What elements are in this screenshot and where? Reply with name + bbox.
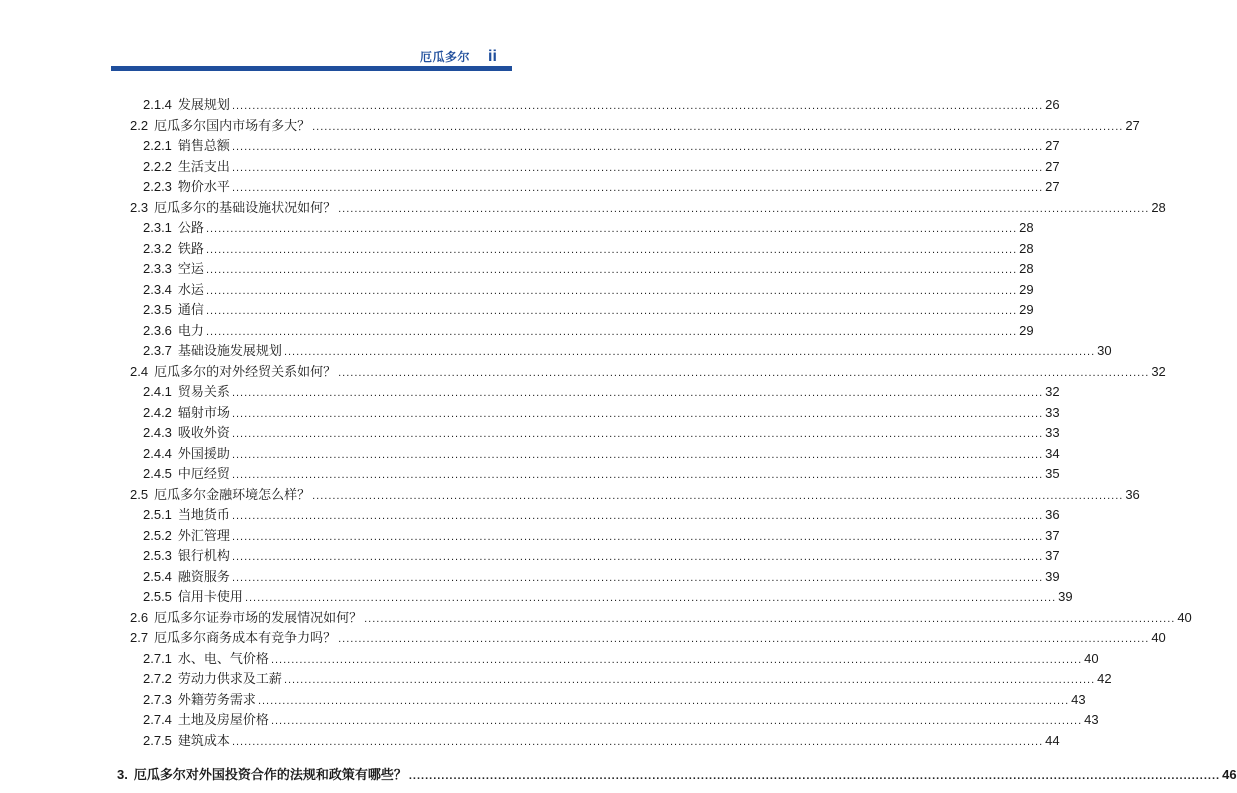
toc-entry-number: 2.5.3	[143, 548, 172, 563]
toc-entry[interactable]	[143, 462, 1060, 482]
toc-entry[interactable]	[143, 298, 1034, 318]
toc-entry-page: 27	[1125, 117, 1140, 133]
toc-entry[interactable]	[130, 626, 1166, 646]
toc-leader-dots: ........................................................................................................................................................................................................	[205, 223, 1018, 235]
toc-entry-number: 2.4.3	[143, 425, 172, 440]
toc-entry-title: 水、电、气价格	[177, 650, 269, 666]
toc-entry-number: 2.1.4	[143, 97, 172, 112]
toc-entry-page: 36	[1045, 507, 1060, 522]
toc-entry-title: 贸易关系	[177, 384, 230, 399]
toc-entry-number: 2.7.5	[143, 732, 172, 748]
toc-leader-dots: ........................................................................................................................................................................................................	[257, 694, 1070, 707]
toc-entry[interactable]	[117, 763, 1237, 783]
toc-entry-label	[143, 405, 232, 421]
toc-entry-page: 26	[1045, 97, 1060, 112]
toc-entry-number: 2.4.2	[143, 404, 172, 420]
toc-entry-page: 40	[1084, 650, 1099, 666]
toc-leader-dots: ........................................................................................................................................................................................................	[231, 571, 1044, 584]
toc-leader-dots: ........................................................................................................................................................................................................	[283, 346, 1096, 358]
toc-entry[interactable]	[130, 606, 1192, 626]
toc-entry-label	[143, 159, 232, 175]
toc-entry-title: 通信	[177, 302, 204, 317]
toc-entry-page: 35	[1045, 466, 1060, 481]
toc-entry-number: 2.3.7	[143, 343, 172, 358]
toc-entry[interactable]	[143, 155, 1060, 175]
toc-entry-title: 吸收外资	[177, 425, 230, 440]
toc-entry-title: 空运	[177, 261, 204, 276]
toc-entry-page: 32	[1151, 363, 1166, 379]
toc-entry-number: 2.4.4	[143, 445, 172, 461]
toc-entry-label	[143, 569, 232, 585]
toc-entry-number: 2.5.4	[143, 568, 172, 584]
toc-entry-page: 43	[1084, 712, 1099, 727]
toc-leader-dots: ........................................................................................................................................................................................................	[231, 551, 1044, 563]
toc-leader-dots: ........................................................................................................................................................................................................	[231, 141, 1044, 153]
toc-entry-page: 29	[1019, 322, 1034, 338]
toc-entry-title: 融资服务	[177, 568, 230, 584]
toc-leader-dots: ........................................................................................................................................................................................................	[205, 243, 1018, 256]
toc-leader-dots: ........................................................................................................................................................................................................	[283, 674, 1096, 686]
toc-entry-page: 39	[1058, 589, 1073, 604]
toc-leader-dots: ........................................................................................................................................................................................................	[231, 735, 1044, 748]
toc-entry-number: 2.4	[130, 363, 149, 379]
toc-entry-title: 中厄经贸	[177, 466, 230, 481]
toc-entry[interactable]	[143, 729, 1060, 749]
toc-entry-label	[143, 220, 206, 236]
toc-entry-label	[130, 630, 338, 646]
toc-entry-number: 2.5	[130, 486, 149, 502]
toc-entry-number: 2.3.6	[143, 322, 172, 338]
toc-entry[interactable]	[143, 278, 1034, 298]
toc-leader-dots: ........................................................................................................................................................................................................	[231, 510, 1044, 522]
toc-entry[interactable]	[143, 339, 1112, 359]
toc-leader-dots: ........................................................................................................................................................................................................	[312, 120, 1124, 133]
toc-entry-number: 2.5.5	[143, 589, 172, 604]
toc-entry-title: 当地货币	[177, 507, 230, 522]
toc-entry-label	[143, 548, 232, 564]
toc-entry-page: 27	[1045, 138, 1060, 153]
toc-entry[interactable]	[143, 93, 1060, 113]
toc-entry-number: 2.3.5	[143, 302, 172, 317]
toc-entry-title: 发展规划	[177, 97, 230, 112]
toc-entry-title: 外籍劳务需求	[177, 691, 256, 707]
toc-entry-page: 36	[1125, 486, 1140, 502]
toc-entry-number: 2.5.1	[143, 507, 172, 522]
toc-leader-dots: ........................................................................................................................................................................................................	[231, 407, 1044, 420]
toc-leader-dots: ........................................................................................................................................................................................................	[338, 202, 1150, 215]
toc-entry-label	[130, 487, 312, 503]
toc-entry[interactable]	[143, 647, 1099, 667]
toc-entry-title: 生活支出	[177, 158, 230, 174]
toc-entry[interactable]	[143, 667, 1112, 687]
toc-entry-number: 2.3.3	[143, 261, 172, 276]
toc-entry-label	[143, 692, 258, 708]
toc-entry[interactable]	[143, 401, 1060, 421]
toc-leader-dots: ........................................................................................................................................................................................................	[231, 387, 1044, 399]
toc-entry-number: 2.2.3	[143, 179, 172, 194]
toc-entry[interactable]	[143, 585, 1073, 605]
toc-leader-dots: ........................................................................................................................................................................................................	[338, 366, 1150, 379]
toc-entry-label	[143, 384, 232, 400]
toc-leader-dots: ........................................................................................................................................................................................................	[231, 530, 1044, 543]
toc-entry-label	[143, 302, 206, 318]
toc-entry-label	[143, 425, 232, 441]
toc-entry[interactable]	[143, 380, 1060, 400]
toc-entry-number: 2.3.2	[143, 240, 172, 256]
toc-entry-page: 34	[1045, 445, 1060, 461]
toc-entry[interactable]	[143, 524, 1060, 544]
toc-entry-title: 辐射市场	[177, 404, 230, 420]
toc-entry[interactable]	[143, 442, 1060, 462]
toc-entry-label	[143, 712, 271, 728]
toc-entry-label	[143, 528, 232, 544]
toc-entry-page: 28	[1019, 220, 1034, 235]
toc-entry-title: 土地及房屋价格	[177, 712, 269, 727]
toc-leader-dots: ........................................................................................................................................................................................................	[231, 161, 1044, 174]
toc-entry[interactable]	[130, 483, 1140, 503]
toc-entry-title: 劳动力供求及工薪	[177, 671, 282, 686]
toc-leader-dots: ........................................................................................................................................................................................................	[205, 284, 1018, 297]
toc-entry-title: 外国援助	[177, 445, 230, 461]
toc-entry-label	[130, 200, 338, 216]
toc-leader-dots: ........................................................................................................................................................................................................	[270, 715, 1083, 727]
toc-entry-title: 建筑成本	[177, 732, 230, 748]
toc-entry[interactable]	[143, 708, 1099, 728]
toc-entry-title: 外汇管理	[177, 527, 230, 543]
toc-entry-number: 2.6	[130, 609, 149, 625]
toc-entry-title: 电力	[177, 322, 204, 338]
toc-entry-number: 2.2.2	[143, 158, 172, 174]
toc-entry-title: 厄瓜多尔商务成本有竞争力吗？	[154, 630, 337, 645]
toc-entry-page: 39	[1045, 568, 1060, 584]
toc-entry-title: 销售总额	[177, 138, 230, 153]
toc-leader-dots: ........................................................................................................................................................................................................	[312, 489, 1124, 502]
toc-entry-label	[143, 179, 232, 195]
toc-entry-label	[143, 343, 284, 359]
toc-entry[interactable]	[143, 175, 1060, 195]
toc-entry-number: 2.7.2	[143, 671, 172, 686]
toc-entry-title: 厄瓜多尔对外国投资合作的法规和政策有哪些？	[133, 767, 407, 782]
toc-entry-number: 2.2	[130, 117, 149, 133]
toc-entry-page: 28	[1019, 261, 1034, 276]
toc-entry-label	[130, 118, 312, 134]
toc-entry-number: 2.7	[130, 630, 149, 645]
toc-entry-label	[130, 610, 364, 626]
toc-entry-number: 2.3.1	[143, 220, 172, 235]
toc-entry-page: 40	[1177, 609, 1192, 625]
toc-entry-label	[143, 261, 206, 277]
toc-entry-page: 33	[1045, 404, 1060, 420]
toc-leader-dots: ........................................................................................................................................................................................................	[244, 592, 1057, 604]
toc-entry-label	[143, 733, 232, 749]
toc-leader-dots: ........................................................................................................................................................................................................	[231, 448, 1044, 461]
toc-leader-dots: ........................................................................................................................................................................................................	[231, 182, 1044, 194]
toc-entry-number: 2.7.3	[143, 691, 172, 707]
toc-leader-dots: ........................................................................................................................................................................................................	[270, 653, 1083, 666]
toc-entry[interactable]	[143, 134, 1060, 154]
toc-entry-number: 2.7.4	[143, 712, 172, 727]
toc-entry-page: 46	[1222, 767, 1237, 782]
toc-entry-number: 2.7.1	[143, 650, 172, 666]
toc-entry-title: 厄瓜多尔证券市场的发展情况如何？	[154, 609, 363, 625]
toc-entry-label	[117, 767, 409, 783]
toc-entry-page: 37	[1045, 527, 1060, 543]
toc-entry-number: 2.4.5	[143, 466, 172, 481]
toc-entry-title: 铁路	[177, 240, 204, 256]
toc-leader-dots: ........................................................................................................................................................................................................	[205, 264, 1018, 276]
toc-entry[interactable]	[143, 257, 1034, 277]
toc-leader-dots: ........................................................................................................................................................................................................	[231, 100, 1044, 112]
toc-entry-title: 公路	[177, 220, 204, 235]
toc-entry-label	[143, 466, 232, 482]
toc-entry-title: 厄瓜多尔金融环境怎么样？	[154, 486, 311, 502]
toc-entry-page: 37	[1045, 548, 1060, 563]
toc-leader-dots: ........................................................................................................................................................................................................	[231, 469, 1044, 481]
toc-entry[interactable]	[143, 421, 1060, 441]
toc-entry-page: 27	[1045, 179, 1060, 194]
toc-entry-page: 42	[1097, 671, 1112, 686]
toc-entry-page: 27	[1045, 158, 1060, 174]
toc-entry-page: 33	[1045, 425, 1060, 440]
toc-entry-title: 基础设施发展规划	[177, 343, 282, 358]
toc-entry-page: 44	[1045, 732, 1060, 748]
toc-entry-title: 银行机构	[177, 548, 230, 563]
toc-entry-number: 2.4.1	[143, 384, 172, 399]
toc-entry-title: 厄瓜多尔的基础设施状况如何？	[154, 199, 337, 215]
toc-entry-label	[143, 651, 271, 667]
toc-entry-label	[143, 97, 232, 113]
toc-entry[interactable]	[143, 237, 1034, 257]
toc-entry-page: 30	[1097, 343, 1112, 358]
toc-entry-label	[143, 589, 245, 605]
toc-entry[interactable]	[143, 319, 1034, 339]
toc-entry[interactable]	[143, 565, 1060, 585]
toc-entry-page: 29	[1019, 281, 1034, 297]
toc-entry-label	[143, 446, 232, 462]
toc-entry-page: 40	[1151, 630, 1166, 645]
header-title: 厄瓜多尔	[419, 50, 470, 64]
toc-leader-dots: ........................................................................................................................................................................................................	[408, 770, 1221, 782]
toc-entry[interactable]	[130, 114, 1140, 134]
page-number: ii	[488, 48, 497, 65]
toc-entry[interactable]	[130, 196, 1166, 216]
toc-entry-label	[143, 241, 206, 257]
toc-entry-title: 信用卡使用	[177, 589, 243, 604]
toc-entry-label	[143, 282, 206, 298]
toc-entry-page: 28	[1151, 199, 1166, 215]
toc-entry-number: 2.3	[130, 199, 149, 215]
toc-entry[interactable]	[143, 216, 1034, 236]
toc-entry-label	[143, 138, 232, 154]
toc-entry[interactable]	[143, 544, 1060, 564]
toc-entry-label	[143, 323, 206, 339]
toc-entry-page: 43	[1071, 691, 1086, 707]
toc-entry-number: 2.5.2	[143, 527, 172, 543]
toc-entry-title: 物价水平	[177, 179, 230, 194]
toc-entry-number: 3.	[117, 767, 128, 782]
toc-leader-dots: ........................................................................................................................................................................................................	[231, 428, 1044, 440]
toc-entry[interactable]	[143, 503, 1060, 523]
toc-entry-label	[130, 364, 338, 380]
toc-entry-title: 水运	[177, 281, 204, 297]
toc-leader-dots: ........................................................................................................................................................................................................	[205, 325, 1018, 338]
toc-entry-page: 28	[1019, 240, 1034, 256]
toc-entry-page: 32	[1045, 384, 1060, 399]
toc-entry-label	[143, 507, 232, 523]
toc-leader-dots: ........................................................................................................................................................................................................	[205, 305, 1018, 317]
toc-leader-dots: ........................................................................................................................................................................................................	[338, 633, 1150, 645]
toc-leader-dots: ........................................................................................................................................................................................................	[364, 612, 1176, 625]
toc-entry-page: 29	[1019, 302, 1034, 317]
toc-entry-number: 2.2.1	[143, 138, 172, 153]
toc-entry-title: 厄瓜多尔国内市场有多大？	[154, 117, 311, 133]
toc-entry-number: 2.3.4	[143, 281, 172, 297]
header-rule	[111, 66, 512, 71]
toc-entry-label	[143, 671, 284, 687]
toc-entry[interactable]	[143, 688, 1086, 708]
toc-entry[interactable]	[130, 360, 1166, 380]
toc-entry-title: 厄瓜多尔的对外经贸关系如何？	[154, 363, 337, 379]
